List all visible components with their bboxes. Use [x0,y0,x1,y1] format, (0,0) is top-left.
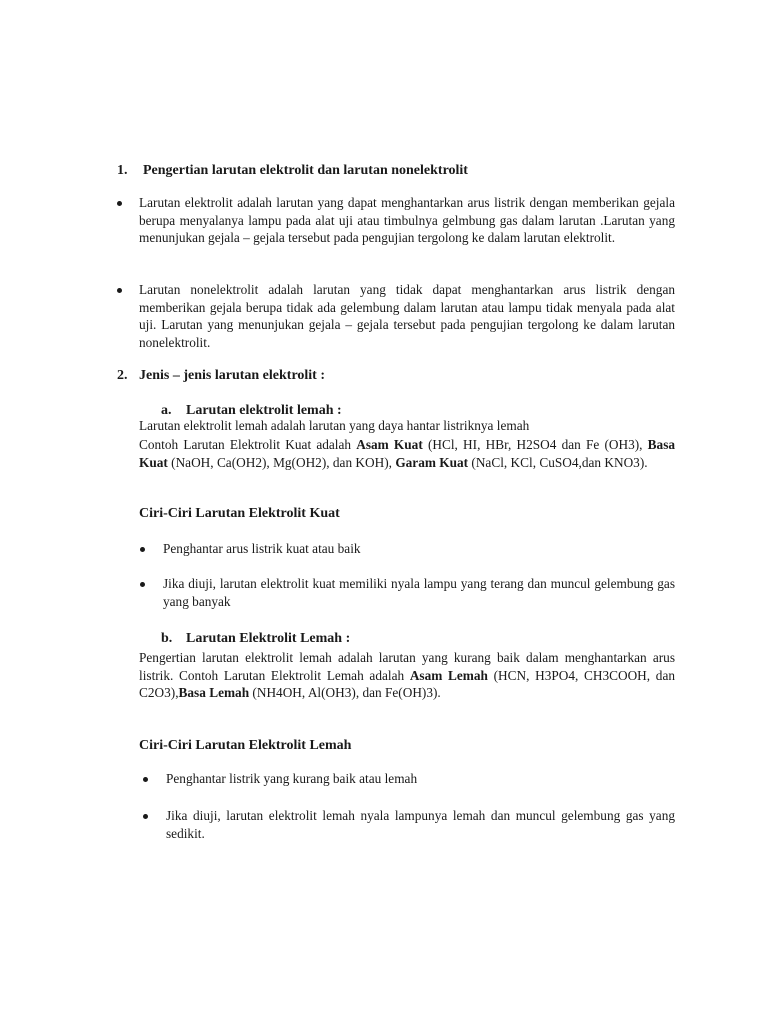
bullet-dot [117,288,122,293]
section-1-bullet-2: Larutan nonelektrolit adalah larutan yang tidak dapat menghantarkan arus listrik dengan memberikan gejala berupa tidak ada gelembung dalam larutan atau lampu tidak menyala pada alat uji. Larutan yang menunjukan gejala – gejala tersebut pada pengujian tergolong ke dalam larutan nonelektrolit. [139,282,675,350]
ciri-lemah-item-2: Jika diuji, larutan elektrolit lemah nyala lampunya lemah dan muncul gelembung gas yang sedikit. [166,808,675,841]
section-2-title: Jenis – jenis larutan elektrolit : [139,368,326,383]
ciri-kuat-item-2: Jika diuji, larutan elektrolit kuat memiliki nyala lampu yang terang dan muncul gelembung gas yang banyak [163,576,675,609]
subsection-b-title: Larutan Elektrolit Lemah : [186,631,351,646]
section-2-number: 2. [117,368,128,383]
subsection-a-title: Larutan elektrolit lemah : [186,403,342,418]
ciri-lemah-item-1: Penghantar listrik yang kurang baik atau lemah [166,771,418,786]
bullet-dot [117,201,122,206]
example-text: Pengertian larutan elektrolit lemah adalah larutan yang kurang baik dalam menghantarkan arus listrik. Contoh Larutan Elektrolit Lemah adalah [139,650,675,683]
ciri-kuat-item-1: Penghantar arus listrik kuat atau baik [163,541,361,556]
ciri-kuat-title: Ciri-Ciri Larutan Elektrolit Kuat [139,506,340,521]
example-bold-term: Asam Kuat [356,437,423,452]
example-text: (HCN, H3PO4, CH3COOH, dan C2O3), [139,667,675,701]
example-text: (NaOH, Ca(OH2), Mg(OH2), dan KOH), [167,454,396,470]
ciri-lemah-title: Ciri-Ciri Larutan Elektrolit Lemah [139,738,352,753]
example-bold-term: Basa Lemah [178,685,250,701]
subsection-a-letter: a. [161,403,172,418]
example-text: (HCl, HI, HBr, H2SO4 dan Fe (OH3), [422,437,648,452]
example-bold-term: Garam Kuat [395,454,469,470]
bullet-dot [143,777,148,782]
section-1-heading [117,162,468,180]
section-1-bullet-1: Larutan elektrolit adalah larutan yang dapat menghantarkan arus listrik dengan memberikan gejala berupa menyalanya lampu pada alat uji atau timbulnya gelmbung gas dalam larutan .Larutan yang menunjukan gejala – gejala tersebut pada pengujian tergolong ke dalam larutan elektrolit. [139,195,675,246]
example-bold-term: Asam Lemah [409,667,488,683]
subsection-b-example [139,649,675,702]
section-1-title: Pengertian larutan elektrolit dan larutan nonelektrolit [143,163,468,178]
example-bold-term: Basa Kuat [139,437,676,470]
example-text: (NH4OH, Al(OH3), dan Fe(OH)3). [249,685,441,701]
subsection-a-definition: Larutan elektrolit lemah adalah larutan yang daya hantar listriknya lemah [139,418,530,433]
example-text: (NaCl, KCl, CuSO4,dan KNO3). [468,454,648,470]
section-2-heading [117,367,325,385]
subsection-b-letter: b. [161,631,173,646]
bullet-dot [140,582,145,587]
bullet-dot [140,547,145,552]
bullet-dot [143,814,148,819]
subsection-b-heading [161,630,350,648]
example-text: Contoh Larutan Elektrolit Kuat adalah [139,437,357,452]
subsection-a-example [139,436,675,471]
section-1-number: 1. [117,163,128,178]
